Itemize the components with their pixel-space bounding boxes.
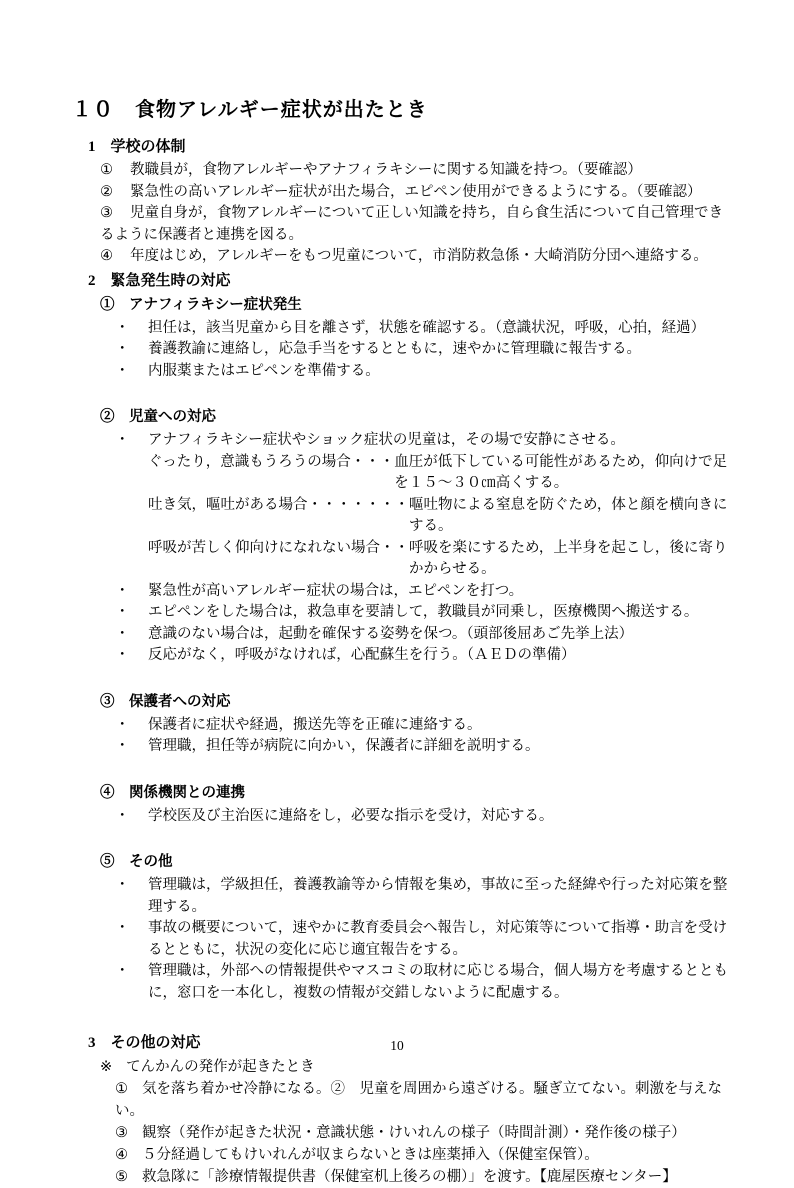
bullet-marker: ・ <box>115 920 130 936</box>
item-text: 教職員が，食物アレルギーやアナフィラキシーに関する知識を持つ。（要確認） <box>130 162 642 178</box>
bullet-marker: ・ <box>115 963 130 979</box>
item-text: 保護者に症状や経過，搬送先等を正確に連絡する。 <box>148 716 482 733</box>
item-text: 事故の概要について，速やかに教育委員会へ報告し，対応策等について指導・助言を受けるとともに，状況の変化に応じ適宜報告をする。 <box>148 920 728 958</box>
bullet-marker: ・ <box>115 432 130 448</box>
item-text: 気を落ち着かせ冷静になる。② 児童を周囲から遠ざける。騒ぎ立てない。刺激を与えない。 <box>115 1081 722 1119</box>
bullet-marker: ・ <box>115 807 130 824</box>
item-text: アナフィラキシー症状やショック症状の児童は，その場で安静にさせる。 <box>148 432 625 448</box>
bullet-marker: ・ <box>115 716 130 733</box>
item-text: 反応がなく，呼吸がなければ，心配蘇生を行う。（ＡＥＤの準備） <box>148 647 576 663</box>
item-text: 救急隊に「診療情報提供書（保健室机上後ろの棚）」を渡す。【鹿屋医療センター】 <box>142 1169 677 1185</box>
section-emergency-response <box>0 270 732 1005</box>
note-marker: ※ <box>100 1059 113 1075</box>
item-text: 担任は，該当児童から目を離さず，状態を確認する。（意識状況，呼吸，心拍，経過） <box>148 319 706 336</box>
item-text: 管理職は，外部への情報提供やマスコミの取材に応じる場合，個人場方を考慮するとともに，窓口を一本化し，複数の情報が交錯しないように配慮する。 <box>148 963 728 1001</box>
list-item <box>115 806 732 828</box>
list-item <box>115 361 732 383</box>
list-item <box>115 875 732 918</box>
item-marker: ③ <box>100 205 113 221</box>
item-text: 養護教諭に連絡し，応急手当をするとともに，速やかに管理職に報告する。 <box>148 341 641 357</box>
list-item <box>115 624 732 646</box>
item-text: 児童自身が，食物アレルギーについて正しい知識を持ち，自ら食生活について自己管理できるように保護者と連携を図る。 <box>100 205 723 243</box>
item-text: 管理職は，学級担任，養護教諭等から情報を集め，事故に至った経緯や行った対応策を整理する。 <box>148 877 728 915</box>
bullet-marker: ・ <box>115 582 130 599</box>
sub2-heading: ② 児童への対応 <box>100 409 216 425</box>
item-text: 観察（発作が起きた状況・意識状態・けいれんの様子（時間計測）・発作後の様子） <box>142 1125 686 1141</box>
bullet-marker: ・ <box>115 625 130 642</box>
list-item <box>115 1144 732 1166</box>
bullet-marker: ・ <box>115 604 130 620</box>
note-line <box>100 1056 732 1078</box>
list-item <box>115 736 732 758</box>
list-item <box>115 645 732 667</box>
item-text: 意識のない場合は，起動を確保する姿勢を保つ。（頭部後屈あご先挙上法） <box>148 625 634 642</box>
item-marker: ① <box>100 162 113 178</box>
list-item <box>115 715 732 737</box>
list-item <box>115 339 732 361</box>
list-item <box>115 918 732 961</box>
list-item <box>115 1078 732 1122</box>
item-text: 緊急性が高いアレルギー症状の場合は，エピペンを打つ。 <box>148 582 524 599</box>
list-item <box>115 318 732 340</box>
section-school-system <box>0 136 732 268</box>
section2-heading: 2 緊急発生時の対応 <box>88 272 231 289</box>
list-item <box>100 246 732 268</box>
list-item <box>115 581 732 603</box>
bullet-marker: ・ <box>115 341 130 357</box>
section-other-responses <box>0 1032 732 1188</box>
case-label: 呼吸が苦しく仰向けになれない場合・・ <box>148 539 409 556</box>
case-description: 嘔吐物による窒息を防ぐため，体と顔を横向きにする。 <box>409 496 728 534</box>
section1-heading: 1 学校の体制 <box>88 139 186 155</box>
sub5-heading: ⑤ その他 <box>100 854 173 870</box>
bullet-marker: ・ <box>115 738 130 754</box>
item-marker: ⑤ <box>115 1169 128 1185</box>
list-item <box>100 160 732 182</box>
item-text: 年度はじめ，アレルギーをもつ児童について，市消防救急係・大崎消防分団へ連絡する。 <box>130 248 708 264</box>
section3-heading: 3 その他の対応 <box>88 1035 201 1051</box>
item-text: エピペンをした場合は，救急車を要請して，教職員が同乗し，医療機関へ搬送する。 <box>148 604 699 620</box>
page-number: 10 <box>390 1038 404 1053</box>
list-item <box>100 203 732 246</box>
item-text: 内服薬またはエピペンを準備する。 <box>148 362 380 379</box>
note-text: てんかんの発作が起きたとき <box>126 1059 315 1075</box>
case-label: 吐き気，嘔吐がある場合・・・・・・・ <box>148 496 409 513</box>
list-item <box>100 182 732 204</box>
item-marker: ① <box>115 1081 128 1097</box>
list-item <box>115 430 732 452</box>
case-row <box>148 495 732 538</box>
item-marker: ④ <box>100 248 113 264</box>
item-marker: ④ <box>115 1147 128 1163</box>
case-description: 血圧が低下している可能性があるため，仰向けで足を１５～３０㎝高くする。 <box>394 453 728 491</box>
sub1-heading: ① アナフィラキシー症状発生 <box>100 296 302 313</box>
item-marker: ② <box>100 183 113 200</box>
sub4-heading: ④ 関係機関との連携 <box>100 784 245 801</box>
item-text: 緊急性の高いアレルギー症状が出た場合，エピペン使用ができるようにする。（要確認） <box>130 183 702 200</box>
bullet-marker: ・ <box>115 647 130 663</box>
document-page <box>0 98 732 1188</box>
bullet-marker: ・ <box>115 877 130 893</box>
item-text: 学校医及び主治医に連絡をし，必要な指示を受け，対応する。 <box>148 807 554 824</box>
list-item <box>115 1122 732 1144</box>
case-row <box>148 452 732 495</box>
list-item <box>115 1166 732 1188</box>
sub3-heading: ③ 保護者への対応 <box>100 693 231 710</box>
bullet-marker: ・ <box>115 319 130 336</box>
case-row <box>148 538 732 581</box>
item-text: ５分経過してもけいれんが収まらないときは座薬挿入（保健室保管）。 <box>142 1147 599 1163</box>
list-item <box>115 602 732 624</box>
bullet-marker: ・ <box>115 362 130 379</box>
list-item <box>115 961 732 1004</box>
item-text: 管理職，担任等が病院に向かい，保護者に詳細を説明する。 <box>148 738 540 754</box>
case-description: 呼吸を楽にするため，上半身を起こし，後に寄りかからせる。 <box>409 539 728 577</box>
case-label: ぐったり，意識もうろうの場合・・・ <box>148 453 395 470</box>
item-marker: ③ <box>115 1125 128 1141</box>
page-title: １０ 食物アレルギー症状が出たとき <box>72 99 428 121</box>
